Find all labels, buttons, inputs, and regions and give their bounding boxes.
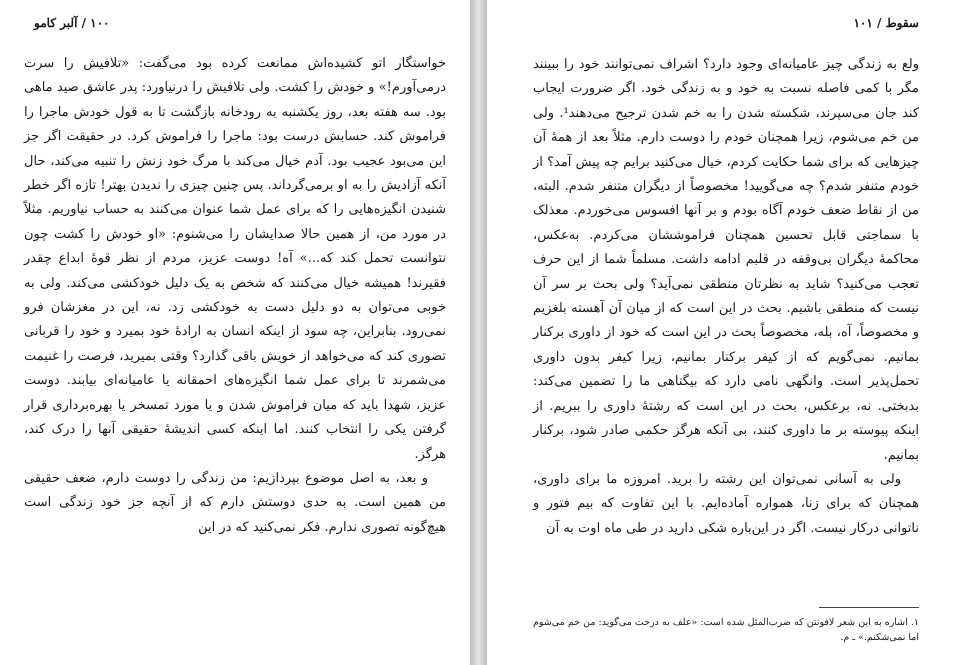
paragraph: ولی به آسانی نمی‌توان این رشته را برید. امروزه ما برای داوری، همچنان که برای زنا، همواره آماده‌ایم. با این تفاوت که بیم فتور و ناتوانی درکار نیست. اگر در این‌باره شکی دارید در طی ماه اوت به آن — [533, 471, 919, 536]
paragraph: و بعد، به اصل موضوع بپردازیم: من زندگی را دوست دارم، ضعف حقیقی من همین است. به حدی دوستش دارم که از آنچه جز خود زندگی است هیچ‌گونه تصوری ندارم. فکر نمی‌کنید که در این — [24, 470, 446, 535]
left-page — [0, 0, 470, 665]
left-page-header: ۱۰۰ / آلبر کامو — [34, 16, 110, 30]
right-page — [487, 0, 957, 665]
paragraph: خواستگار اتو کشیده‌اش ممانعت کرده بود می‌گفت: «تلافیش را سرت درمی‌آورم!» و خودش را کشت. ولی تلافیش را درنیاورد: پدر عاشق صید ماهی بود. سه هفته بعد، روز یکشنبه به رودخانه بازگشت تا به قول خودش ماجرا را فراموش کند. حسابش درست بود: ماجرا را فراموش کرد. در حقیقت اگر جز این می‌بود عجیب بود. آدم خیال می‌کند با مرگ خود زنش را تنبیه می‌کند، حال آنکه آزادیش را به او برمی‌گرداند. پس چنین چیزی را ندیدن بهتر! تازه اگر خطر شنیدن انگیزه‌هایی را که برای عمل شما عنوان می‌کنند به حساب نیاوریم. مثلاً در مورد من، از همین حالا صدایشان را می‌شنوم: «او خودش را کشت چون نتوانست تحمل کند که...» آه! دوست عزیز، مردم از نظر قوهٔ ابداع چقدر فقیرند! همیشه خیال می‌کنند که شخص به یک دلیل خودکشی می‌کند. ولی به خوبی می‌توان به دو دلیل دست به خودکشی زد. نه، این در مغزشان فرو نمی‌رود. بنابراین، چه سود از اینکه انسان به ارادهٔ خود بمیرد و خود را قربانی تصوری کند که می‌خواهد از خویش باقی گذارد؟ وقتی بمیرید، فرصت را غنیمت می‌شمرند تا برای عمل شما انگیزه‌های احمقانه یا عامیانه‌ای بیابند. دوست عزیز، شهدا باید که میان فراموش شدن و یا مورد تمسخر یا بهره‌برداری قرار گرفتن یکی را انتخاب کنند. اما اینکه کسی اندیشهٔ حقیقی آنها را درک کند، هرگز. — [24, 56, 446, 462]
footnote: ۱. اشاره به این شعر لافونتن که ضرب‌المثل شده است: «علف به درخت می‌گوید: من خم می‌شوم اما نمی‌شکنم.» ـ م. — [533, 617, 919, 643]
book-gutter — [470, 0, 487, 665]
right-page-body — [533, 53, 919, 541]
paragraph: ولع به زندگی چیز عامیانه‌ای وجود دارد؟ اشراف نمی‌توانند خود را ببینند مگر با کمی فاصله نسبت به خود و به زندگی خود. اگر ضرورت ایجاب کند جان می‌سپرند، شکسته شدن را به خم شدن ترجیح می‌دهند¹. ولی من خم می‌شوم، زیرا همچنان خودم را دوست دارم. مثلاً بعد از همهٔ آن چیزهایی که برای شما حکایت کردم، خیال می‌کنید برایم چه پیش آمد؟ از خودم متنفر شدم؟ چه می‌گویید! مخصوصاً از دیگران متنفر شدم. البته، من از نقاط ضعف خودم آگاه بودم و بر آنها افسوس می‌خوردم. معذلک با سماجتی قابل تحسین همچنان فراموششان می‌کردم. به‌عکس، محاکمهٔ دیگران بی‌وقفه در قلبم ادامه داشت. مسلماً شما از این حرف تعجب می‌کنید؟ شاید به نظرتان منطقی نمی‌آید؟ ولی بحث بر سر آن نیست که منطقی باشیم. بحث در این است که از میان آن آهسته بلغزیم و مخصوصاً، آه، بله، مخصوصاً بحث در این است که خود از داوری برکنار بمانیم. نمی‌گویم که از کیفر برکنار بمانیم، زیرا کیفر بدون داوری تحمل‌پذیر است. وانگهی نامی دارد که بیگناهی ما را تضمین می‌کند: بدبختی. نه، برعکس، بحث در این است که رشتهٔ داوری را ببریم. از اینکه پیوسته بر ما داوری کنند، بی آنکه هرگز حکمی صادر شود، برکنار بمانیم. — [533, 57, 920, 463]
footnote-divider — [819, 607, 919, 608]
left-page-body — [24, 52, 446, 540]
right-page-header: سقوط / ۱۰۱ — [853, 16, 919, 30]
